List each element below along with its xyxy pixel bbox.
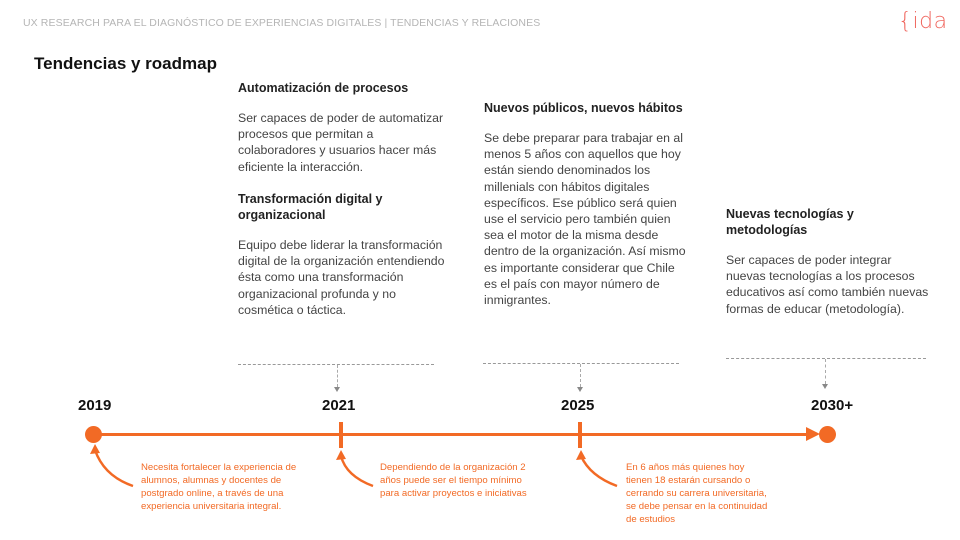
milestone-note-2019: Necesita fortalecer la experiencia de alumnos, alumnas y docentes de postgrado online, a través de una experiencia universitaria integral. <box>141 462 297 512</box>
trend-nuevos-publicos <box>484 100 689 308</box>
page-title: Tendencias y roadmap <box>34 54 217 73</box>
trend-body: Ser capaces de poder integrar nuevas tecnologías a los procesos educativos así como también nuevas formas de educar (metodología). <box>726 253 929 316</box>
curved-arrow-icon <box>0 0 1 1</box>
year-2025: 2025 <box>561 397 595 414</box>
dotted-separator <box>238 364 434 365</box>
down-arrow-icon <box>577 387 583 392</box>
timeline-start-dot <box>85 426 102 443</box>
dotted-connector <box>825 359 826 384</box>
trend-body: Se debe preparar para trabajar en al menos 5 años con aquellos que hoy están siendo denominados los millenials con hábitos digitales específicos. Ese público será quien use el servicio pero también quien sea el motor de la misma desde dentro de la organización. Así mismo es importante considerar que Chile es el país con mayor número de inmigrantes. <box>484 131 686 308</box>
year-2019: 2019 <box>78 397 112 414</box>
milestone-note-2021: Dependiendo de la organización 2 años puede ser el tiempo mínimo para activar proyectos e iniciativas <box>380 462 527 499</box>
ida-logo: {ida <box>898 9 948 34</box>
dotted-connector <box>337 365 338 387</box>
header-breadcrumb: UX RESEARCH PARA EL DIAGNÓSTICO DE EXPERIENCIAS DIGITALES | TENDENCIAS Y RELACIONES <box>23 17 541 29</box>
trend-transformacion <box>238 191 448 318</box>
dotted-connector <box>580 364 581 387</box>
timeline-tick-2021 <box>339 422 343 448</box>
trend-body: Ser capaces de poder de automatizar procesos que permitan a colaboradores y usuarios hacer más eficiente la interacción. <box>238 111 444 174</box>
timeline-line <box>93 433 815 436</box>
dotted-separator <box>726 358 926 359</box>
trend-title: Nuevas tecnologías y metodologías <box>726 207 854 237</box>
timeline-tick-2025 <box>578 422 582 448</box>
trend-title: Nuevos públicos, nuevos hábitos <box>484 101 683 115</box>
trend-title: Automatización de procesos <box>238 81 409 95</box>
timeline-arrow-icon <box>806 427 820 441</box>
trend-body: Equipo debe liderar la transformación digital de la organización entendiendo ésta como una transformación organizacional profunda y no cosmética o táctica. <box>238 238 445 317</box>
trend-automatizacion <box>238 80 448 175</box>
trend-title: Transformación digital y organizacional <box>238 192 383 222</box>
milestone-note-2025: En 6 años más quienes hoy tienen 18 estarán cursando o cerrando su carrera universitaria, se debe pensar en la continuidad de estudios <box>626 462 768 525</box>
down-arrow-icon <box>334 387 340 392</box>
year-2030-plus: 2030+ <box>811 397 854 414</box>
timeline-end-dot <box>819 426 836 443</box>
trend-nuevas-tecnologias <box>726 206 931 317</box>
year-2021: 2021 <box>322 397 356 414</box>
dotted-separator <box>483 363 679 364</box>
down-arrow-icon <box>822 384 828 389</box>
